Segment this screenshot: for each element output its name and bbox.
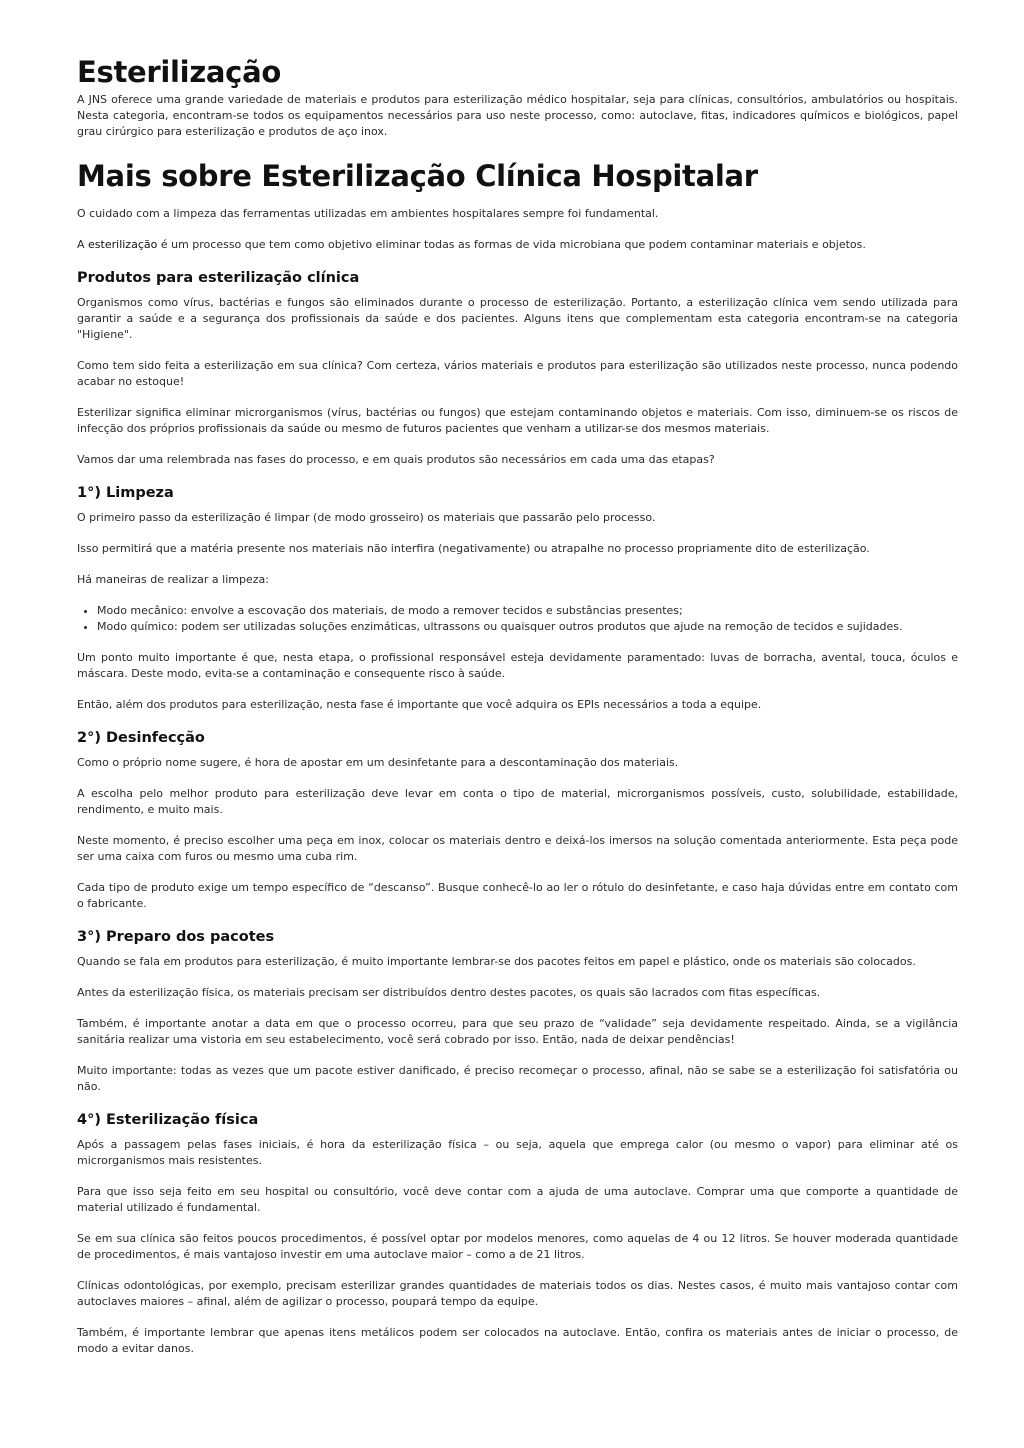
paragraph: O cuidado com a limpeza das ferramentas utilizadas em ambientes hospitalares sempre foi fundamental.: [77, 207, 659, 220]
paragraph: Clínicas odontológicas, por exemplo, precisam esterilizar grandes quantidades de materiais todos os dias. Nestes casos, é muito mais vantajoso contar com autoclaves maiores – afinal, além de agilizar o processo, poupará tempo da equipe.: [77, 1279, 958, 1308]
paragraph: Cada tipo de produto exige um tempo específico de “descanso”. Busque conhecê-lo ao ler o rótulo do desinfetante, e caso haja dúvidas entre em contato com o fabricante.: [77, 881, 958, 910]
paragraph: Se em sua clínica são feitos poucos procedimentos, é possível optar por modelos menores, como aquelas de 4 ou 12 litros. Se houver moderada quantidade de procedimentos, é mais vantajoso investir em uma autoclave maior – como a de 21 litros.: [77, 1232, 958, 1261]
paragraph: Esterilizar significa eliminar microrganismos (vírus, bactérias ou fungos) que estejam contaminando objetos e materiais. Com isso, diminuem-se os riscos de infecção dos próprios profissionais da saúde ou mesmo de futuros pacientes que venham a utilizar-se dos mesmos materiais.: [77, 406, 958, 435]
paragraph: Após a passagem pelas fases iniciais, é hora da esterilização física – ou seja, aquela que emprega calor (ou mesmo o vapor) para eliminar até os microrganismos mais resistentes.: [77, 1138, 958, 1167]
list-item: • Modo mecânico: envolve a escovação dos materiais, de modo a remover tecidos e substâncias presentes;: [97, 603, 958, 619]
paragraph: Então, além dos produtos para esterilização, nesta fase é importante que você adquira os EPIs necessários a toda a equipe.: [77, 698, 762, 711]
list-item: • Modo químico: podem ser utilizadas soluções enzimáticas, ultrassons ou quaisquer outros produtos que ajude na remoção de tecidos e sujidades.: [97, 619, 958, 635]
paragraph: Também, é importante anotar a data em que o processo ocorreu, para que seu prazo de “validade” seja devidamente respeitado. Ainda, se a vigilância sanitária realizar uma vistoria em seu estabelecimento, você será cobrado por isso. Então, nada de deixar pendências!: [77, 1017, 958, 1046]
paragraph: Um ponto muito importante é que, nesta etapa, o profissional responsável esteja devidamente paramentado: luvas de borracha, avental, touca, óculos e máscara. Deste modo, evita-se a contaminação e consequente risco à saúde.: [77, 651, 958, 680]
cleaning-methods-list: [77, 603, 958, 635]
text-fragment: é um processo que tem como objetivo eliminar todas as formas de vida microbiana que podem contaminar materiais e objetos.: [157, 238, 866, 251]
subheading-packages: 3°) Preparo dos pacotes: [77, 929, 275, 945]
paragraph: Há maneiras de realizar a limpeza:: [77, 573, 269, 586]
subheading-disinfection: 2°) Desinfecção: [77, 730, 205, 746]
paragraph: [77, 237, 958, 253]
subheading-physical-sterilization: 4°) Esterilização física: [77, 1112, 259, 1128]
paragraph: Neste momento, é preciso escolher uma peça em inox, colocar os materiais dentro e deixá-los imersos na solução comentada anteriormente. Esta peça pode ser uma caixa com furos ou mesmo uma cuba rim.: [77, 834, 958, 863]
intro-paragraph: A JNS oferece uma grande variedade de materiais e produtos para esterilização médico hospitalar, seja para clínicas, consultórios, ambulatórios ou hospitais. Nesta categoria, encontram-se todos os equipamentos necessários para uso neste processo, como: autoclave, fitas, indicadores químicos e biológicos, papel grau cirúrgico para esterilização e produtos de aço inox.: [77, 93, 958, 138]
paragraph: A escolha pelo melhor produto para esterilização deve levar em conta o tipo de material, microrganismos possíveis, custo, solubilidade, estabilidade, rendimento, e muito mais.: [77, 787, 958, 816]
paragraph: Quando se fala em produtos para esterilização, é muito importante lembrar-se dos pacotes feitos em papel e plástico, onde os materiais são colocados.: [77, 955, 916, 968]
paragraph: Muito importante: todas as vezes que um pacote estiver danificado, é preciso recomeçar o processo, afinal, não se sabe se a esterilização foi satisfatória ou não.: [77, 1064, 958, 1093]
subheading-products: Produtos para esterilização clínica: [77, 270, 360, 286]
paragraph: O primeiro passo da esterilização é limpar (de modo grosseiro) os materiais que passarão pelo processo.: [77, 511, 656, 524]
paragraph: Como tem sido feita a esterilização em sua clínica? Com certeza, vários materiais e produtos para esterilização são utilizados neste processo, nunca podendo acabar no estoque!: [77, 359, 958, 388]
paragraph: Também, é importante lembrar que apenas itens metálicos podem ser colocados na autoclave. Então, confira os materiais antes de iniciar o processo, de modo a evitar danos.: [77, 1326, 958, 1355]
section-heading-more: Mais sobre Esterilização Clínica Hospitalar: [77, 159, 758, 193]
page-title: Esterilização: [77, 55, 281, 89]
subheading-cleaning: 1°) Limpeza: [77, 485, 174, 501]
paragraph: Isso permitirá que a matéria presente nos materiais não interfira (negativamente) ou atrapalhe no processo propriamente dito de esterilização.: [77, 542, 870, 555]
text-fragment: A: [77, 238, 89, 251]
paragraph: Para que isso seja feito em seu hospital ou consultório, você deve contar com a ajuda de uma autoclave. Comprar uma que comporte a quantidade de material utilizado é fundamental.: [77, 1185, 958, 1214]
sterilization-link[interactable]: esterilização: [88, 238, 158, 251]
paragraph: Vamos dar uma relembrada nas fases do processo, e em quais produtos são necessários em cada uma das etapas?: [77, 453, 715, 466]
paragraph: Organismos como vírus, bactérias e fungos são eliminados durante o processo de esterilização. Portanto, a esterilização clínica vem sendo utilizada para garantir a saúde e a segurança dos profissionais da saúde e dos pacientes. Alguns itens que complementam esta categoria encontram-se na categoria "Higiene".: [77, 296, 958, 341]
paragraph: Antes da esterilização física, os materiais precisam ser distribuídos dentro destes pacotes, os quais são lacrados com fitas específicas.: [77, 986, 821, 999]
paragraph: Como o próprio nome sugere, é hora de apostar em um desinfetante para a descontaminação dos materiais.: [77, 756, 679, 769]
